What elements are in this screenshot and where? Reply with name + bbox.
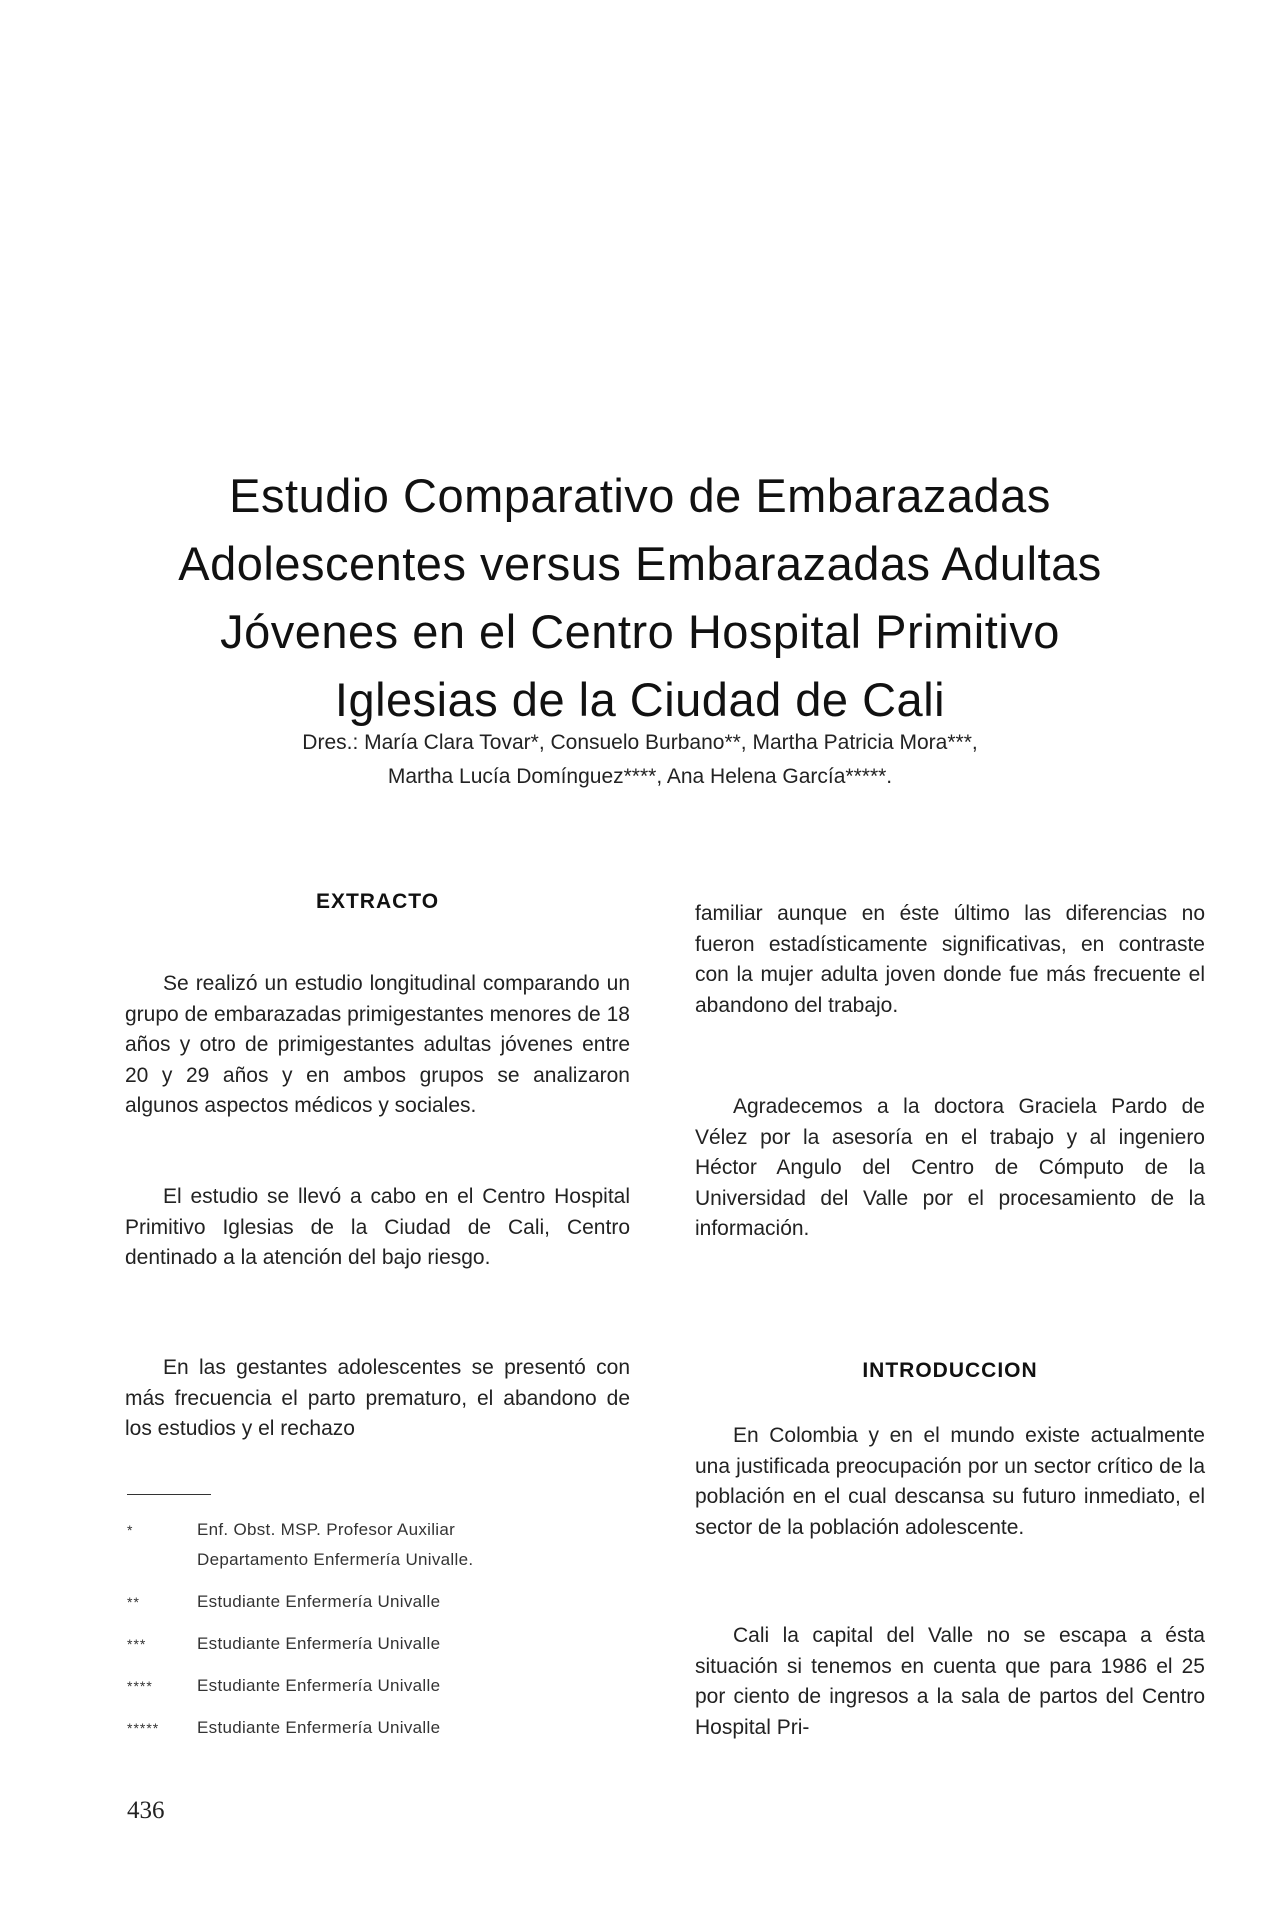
footnote-item <box>127 1587 597 1617</box>
title-line: Estudio Comparativo de Embarazadas <box>229 469 1051 522</box>
author-line: Martha Lucía Domínguez****, Ana Helena García*****. <box>387 765 893 788</box>
footnote-item <box>127 1671 597 1701</box>
footnote-text: Departamento Enfermería Univalle. <box>197 1550 474 1569</box>
paragraph-text: En Colombia y en el mundo existe actualmente una justificada preocupación por un sector crítico de la población en el cual descansa su futuro inmediato, el sector de la población adolescente. <box>695 1424 1205 1539</box>
footnote-mark: **** <box>127 1678 153 1694</box>
introduction-heading: INTRODUCCION <box>862 1359 1038 1382</box>
footnote-mark: *** <box>127 1636 147 1652</box>
body-paragraph <box>695 1621 1205 1743</box>
footnotes <box>127 1515 597 1743</box>
title-line: Adolescentes versus Embarazadas Adultas <box>178 537 1102 590</box>
footnote-item <box>127 1545 597 1575</box>
footnote-text: Enf. Obst. MSP. Profesor Auxiliar <box>197 1520 456 1539</box>
abstract-paragraph <box>125 1182 630 1274</box>
abstract-paragraph <box>125 1353 630 1445</box>
footnote-text: Estudiante Enfermería Univalle <box>197 1676 441 1695</box>
paragraph-text: En las gestantes adolescentes se presentó con más frecuencia el parto prematuro, el abandono de los estudios y el rechazo <box>125 1356 630 1440</box>
paragraph-text: familiar aunque en éste último las diferencias no fueron estadísticamente significativas, en contraste con la mujer adulta joven donde fue más frecuente el abandono del trabajo. <box>695 902 1205 1017</box>
paragraph-text: Se realizó un estudio longitudinal comparando un grupo de embarazadas primigestantes menores de 18 años y otro de primigestantes adultas jóvenes entre 20 y 29 años y en ambos grupos se analizaron algunos aspectos médicos y sociales. <box>125 972 630 1117</box>
footnote-item <box>127 1515 597 1545</box>
footnote-item <box>127 1629 597 1659</box>
footnote-mark <box>127 1545 197 1575</box>
footnote-mark: ** <box>127 1594 140 1610</box>
abstract-paragraph <box>125 969 630 1122</box>
abstract-heading: EXTRACTO <box>315 890 440 913</box>
body-paragraph <box>695 899 1205 1021</box>
footnote-mark: * <box>127 1522 134 1538</box>
body-paragraph <box>695 1092 1205 1245</box>
footnote-text: Estudiante Enfermería Univalle <box>197 1718 441 1737</box>
paragraph-text: Agradecemos a la doctora Graciela Pardo de Vélez por la asesoría en el trabajo y al ingeniero Héctor Angulo del Centro de Cómputo de la Universidad del Valle por el procesamiento de la información. <box>695 1095 1205 1240</box>
article-title <box>160 462 1120 734</box>
page-number: 436 <box>127 1797 165 1824</box>
title-line: Iglesias de la Ciudad de Cali <box>334 673 946 726</box>
title-line: Jóvenes en el Centro Hospital Primitivo <box>220 605 1060 658</box>
paragraph-text: El estudio se llevó a cabo en el Centro Hospital Primitivo Iglesias de la Ciudad de Cali, Centro dentinado a la atención del bajo riesgo. <box>125 1185 630 1269</box>
footnote-text: Estudiante Enfermería Univalle <box>197 1592 441 1611</box>
introduction-section <box>695 1356 1205 1387</box>
footnote-mark: ***** <box>127 1720 160 1736</box>
author-list <box>160 726 1120 794</box>
footnote-divider <box>127 1494 211 1495</box>
paragraph-text: Cali la capital del Valle no se escapa a ésta situación si tenemos en cuenta que para 1986 el 25 por ciento de ingresos a la sala de partos del Centro Hospital Pri- <box>695 1624 1205 1739</box>
body-paragraph <box>695 1421 1205 1543</box>
footnote-text: Estudiante Enfermería Univalle <box>197 1634 441 1653</box>
abstract-section <box>125 887 630 918</box>
author-line: Dres.: María Clara Tovar*, Consuelo Burbano**, Martha Patricia Mora***, <box>302 731 978 754</box>
footnote-item <box>127 1713 597 1743</box>
